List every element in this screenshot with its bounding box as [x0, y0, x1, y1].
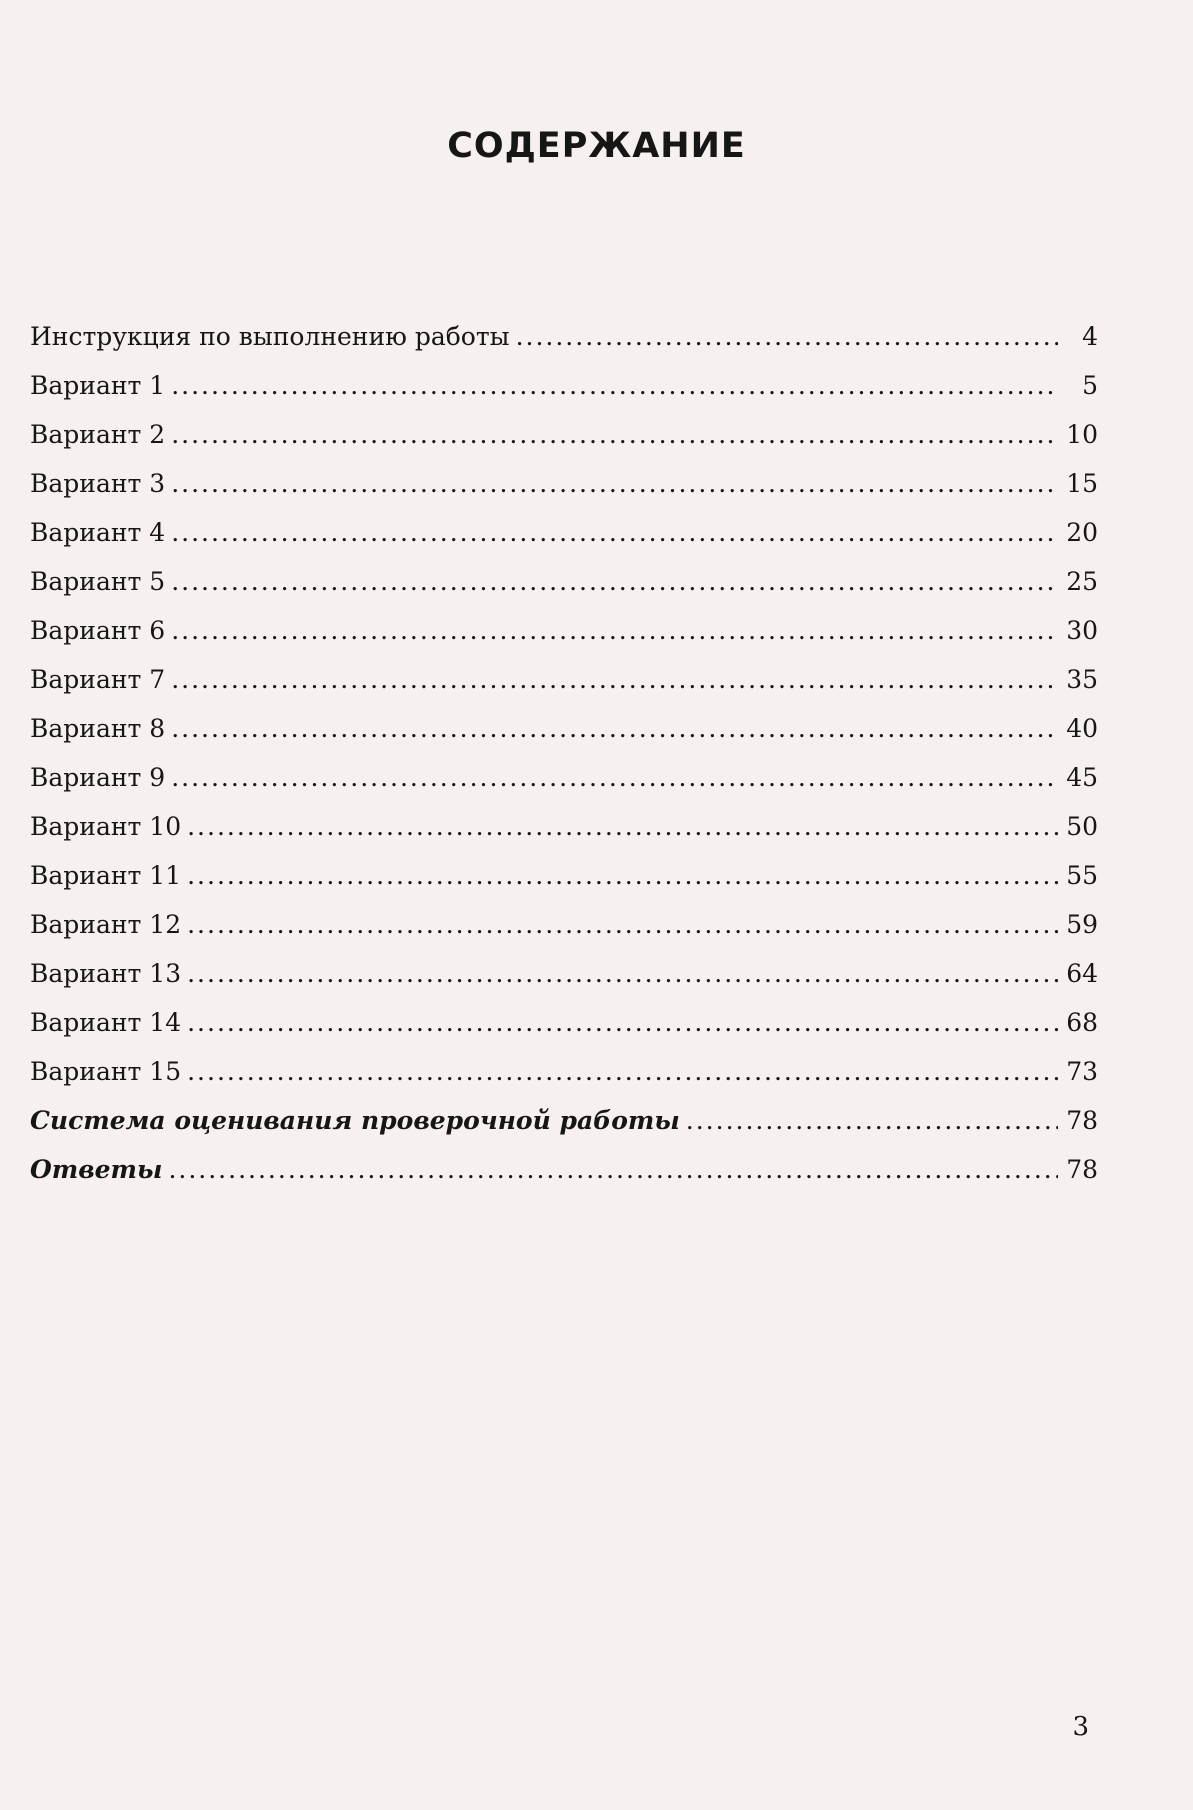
toc-leader-dots [187, 812, 1058, 841]
toc-entry-page: 78 [1066, 1155, 1098, 1184]
toc-entry-variant-2[interactable] [30, 420, 1098, 469]
toc-entry-label: Вариант 11 [30, 861, 182, 890]
toc-entry-variant-13[interactable] [30, 959, 1098, 1008]
toc-entry-label: Вариант 6 [30, 616, 166, 645]
toc-entry-page: 20 [1066, 518, 1098, 547]
toc-entry-page: 40 [1066, 714, 1098, 743]
toc-entry-page: 5 [1082, 371, 1098, 400]
toc-leader-dots [171, 616, 1058, 645]
toc-entry-page: 68 [1066, 1008, 1098, 1037]
toc-entry-page: 10 [1066, 420, 1098, 449]
toc-entry-variant-9[interactable] [30, 763, 1098, 812]
toc-entry-label: Вариант 9 [30, 763, 166, 792]
toc-entry-page: 4 [1082, 322, 1098, 351]
toc-entry-page: 73 [1066, 1057, 1098, 1086]
page-number: 3 [1072, 1712, 1089, 1742]
toc-entry-label: Вариант 12 [30, 910, 182, 939]
toc-leader-dots [187, 959, 1058, 988]
toc-entry-label: Вариант 10 [30, 812, 182, 841]
toc-entry-label: Вариант 4 [30, 518, 166, 547]
toc-leader-dots [171, 714, 1058, 743]
toc-entry-page: 25 [1066, 567, 1098, 596]
toc-entry-variant-10[interactable] [30, 812, 1098, 861]
toc-entry-answers[interactable] [30, 1155, 1098, 1204]
toc-entry-label: Вариант 5 [30, 567, 166, 596]
toc-leader-dots [686, 1106, 1058, 1135]
toc-entry-variant-15[interactable] [30, 1057, 1098, 1106]
toc-entry-page: 15 [1066, 469, 1098, 498]
toc-entry-label: Система оценивания проверочной работы [30, 1106, 680, 1135]
toc-entry-variant-8[interactable] [30, 714, 1098, 763]
toc-entry-label: Вариант 2 [30, 420, 166, 449]
toc-entry-variant-12[interactable] [30, 910, 1098, 959]
toc-entry-page: 59 [1066, 910, 1098, 939]
toc-leader-dots [171, 469, 1058, 498]
toc-entry-grading-system[interactable] [30, 1106, 1098, 1155]
toc-entry-variant-1[interactable] [30, 371, 1098, 420]
toc-entry-instructions[interactable] [30, 322, 1098, 371]
toc-entry-variant-5[interactable] [30, 567, 1098, 616]
toc-leader-dots [187, 910, 1058, 939]
toc-leader-dots [187, 861, 1058, 890]
toc-leader-dots [171, 665, 1058, 694]
toc-leader-dots [171, 420, 1058, 449]
toc-entry-page: 78 [1066, 1106, 1098, 1135]
toc-entry-page: 30 [1066, 616, 1098, 645]
toc-entry-label: Вариант 7 [30, 665, 166, 694]
table-of-contents [30, 322, 1098, 1204]
toc-entry-label: Ответы [30, 1155, 163, 1184]
page-title: СОДЕРЖАНИЕ [447, 126, 746, 166]
toc-entry-variant-7[interactable] [30, 665, 1098, 714]
toc-leader-dots [171, 567, 1058, 596]
toc-entry-label: Вариант 8 [30, 714, 166, 743]
toc-entry-page: 45 [1066, 763, 1098, 792]
toc-leader-dots [171, 763, 1058, 792]
toc-entry-variant-3[interactable] [30, 469, 1098, 518]
toc-leader-dots [187, 1057, 1058, 1086]
toc-entry-label: Вариант 1 [30, 371, 166, 400]
toc-entry-page: 50 [1066, 812, 1098, 841]
toc-entry-label: Вариант 14 [30, 1008, 182, 1037]
toc-entry-page: 55 [1066, 861, 1098, 890]
toc-entry-label: Инструкция по выполнению работы [30, 322, 510, 351]
toc-entry-page: 64 [1066, 959, 1098, 988]
toc-leader-dots [187, 1008, 1058, 1037]
toc-leader-dots [171, 371, 1058, 400]
toc-entry-variant-14[interactable] [30, 1008, 1098, 1057]
toc-entry-variant-6[interactable] [30, 616, 1098, 665]
toc-entry-variant-11[interactable] [30, 861, 1098, 910]
toc-leader-dots [171, 518, 1058, 547]
toc-leader-dots [168, 1155, 1058, 1184]
toc-leader-dots [516, 322, 1058, 351]
toc-entry-label: Вариант 15 [30, 1057, 182, 1086]
toc-entry-label: Вариант 3 [30, 469, 166, 498]
toc-entry-label: Вариант 13 [30, 959, 182, 988]
toc-entry-variant-4[interactable] [30, 518, 1098, 567]
toc-entry-page: 35 [1066, 665, 1098, 694]
